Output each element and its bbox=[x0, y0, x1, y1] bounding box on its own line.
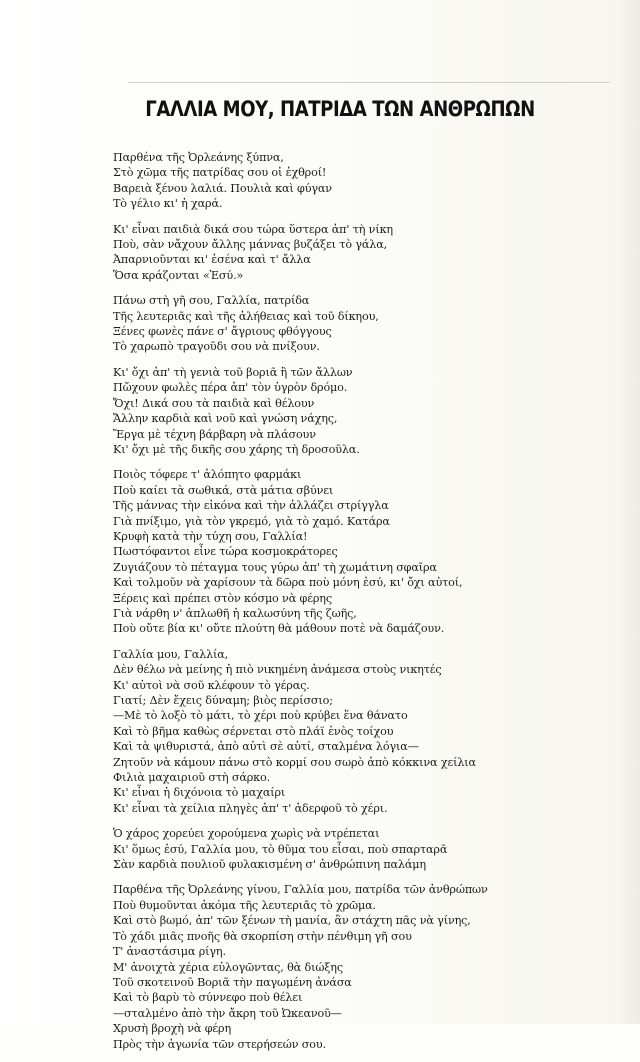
poem-line: Ζητοῦν νὰ κάμουν πάνω στὸ κορμί σου σωρὸ ἀπὸ κόκκινα χείλια bbox=[113, 755, 476, 769]
poem-line: Μ' ἀνοιχτὰ χέρια εὐλογῶντας, θὰ διώξης bbox=[113, 960, 343, 974]
poem-line: Κι' ὄχι μὲ τῆς δικῆς σου χάρης τὴ δροσοῦλα. bbox=[113, 442, 360, 456]
stanza bbox=[113, 222, 633, 284]
poem-line: Ποὺ θυμοῦνται ἀκόμα τῆς λευτεριᾶς τὸ χρῶμα. bbox=[113, 898, 376, 912]
poem-body bbox=[113, 150, 633, 1062]
poem-line: Σὰν καρδιὰ πουλιοῦ φυλακισμένη σ' ἀνθρώπινη παλάμη bbox=[113, 858, 426, 872]
poem-line: Ὄχι! Δικά σου τὰ παιδιὰ καὶ θέλουν bbox=[113, 396, 315, 410]
stanza bbox=[113, 647, 633, 816]
poem-line: Ποὺ οὔτε βία κι' οὔτε πλούτη θὰ μάθουν ποτὲ νὰ δαμάζουν. bbox=[113, 622, 445, 636]
poem-line: Κι' ὄχι ἀπ' τὴ γενιὰ τοῦ βοριᾶ ἢ τῶν ἄλλων bbox=[113, 365, 353, 379]
poem-line: Κρυφὴ κατὰ τὴν τύχη σου, Γαλλία! bbox=[113, 529, 308, 543]
stanza bbox=[113, 826, 633, 872]
poem-line: Κι' εἶναι παιδιὰ δικά σου τώρα ὕστερα ἀπ' τὴ νίκη bbox=[113, 222, 393, 236]
poem-line: Γιατί; Δὲν ἔχεις δύναμη; βιὸς περίσσιο; bbox=[113, 694, 333, 707]
poem-line: Κι' ὅμως ἐσύ, Γαλλία μου, τὸ θῦμα του εἶσαι, ποὺ σπαρταρᾶ bbox=[113, 842, 448, 856]
poem-line: Ποὺ καίει τὰ σωθικά, στὰ μάτια σβύνει bbox=[113, 483, 334, 497]
poem-line: —Μὲ τὸ λοξὸ τὸ μάτι, τὸ χέρι ποὺ κρύβει ἕνα θάνατο bbox=[113, 709, 408, 723]
poem-line: Ἀπαρνιοῦνται κι' ἐσένα καὶ τ' ἄλλα bbox=[113, 253, 311, 267]
poem-line: Καὶ τολμοῦν νὰ χαρίσουν τὰ δῶρα ποὺ μόνη ἐσύ, κι' ὄχι αὐτοί, bbox=[113, 576, 463, 590]
poem-line: Πὤχουν φωλὲς πέρα ἀπ' τὸν ὑγρὸν δρόμο. bbox=[113, 381, 348, 395]
poem-line: Ποιὸς τόφερε τ' ἀλόπητο φαρμάκι bbox=[113, 468, 302, 482]
poem-line: Ξένες φωνὲς πάνε σ' ἄγριους φθόγγους bbox=[113, 325, 332, 339]
poem-line: Ἄλλην καρδιὰ καὶ νοῦ καὶ γνώση νάχης, bbox=[113, 412, 338, 426]
poem-line: Παρθένα τῆς Ὀρλεάνης ξύπνα, bbox=[113, 151, 284, 164]
poem-line: Κι' εἶναι ἡ διχόνοια τὸ μαχαίρι bbox=[113, 786, 286, 800]
poem-line: Γιὰ πνίξιμο, γιὰ τὸν γκρεμό, γιὰ τὸ χαμό. Κατάρα bbox=[113, 514, 390, 528]
stanza bbox=[113, 293, 633, 355]
poem-line: Ζυγιάζουν τὸ πέταγμα τους γύρω ἀπ' τὴ χωμάτινη σφαῖρα bbox=[113, 560, 437, 574]
stanza bbox=[113, 467, 633, 636]
poem-line: Κι' αὐτοὶ νὰ σοῦ κλέφουν τὸ γέρας. bbox=[113, 678, 310, 692]
poem-line: Ξέρεις καὶ πρέπει στὸν κόσμο νὰ φέρης bbox=[113, 591, 332, 605]
poem-line: Πρὸς τὴν ἀγωνία τῶν στερήσεών σου. bbox=[113, 1037, 326, 1051]
stanza bbox=[113, 150, 633, 212]
poem-line: Βαρειὰ ξένου λαλιά. Πουλιὰ καὶ φύγαν bbox=[113, 181, 332, 195]
poem-line: Πάνω στὴ γῆ σου, Γαλλία, πατρίδα bbox=[113, 294, 310, 308]
top-rule bbox=[128, 82, 610, 83]
poem-line: Γιὰ νάρθη ν' ἁπλωθῆ ἡ καλωσύνη τῆς ζωῆς, bbox=[113, 606, 357, 620]
poem-line: Καὶ τὸ βῆμα καθὼς σέρνεται στὸ πλάϊ ἑνὸς τοίχου bbox=[113, 724, 394, 738]
poem-line: Τοῦ σκοτεινοῦ Βοριᾶ τὴν παγωμένη ἀνάσα bbox=[113, 975, 352, 989]
poem-line: Τὸ χάδι μιᾶς πνοῆς θὰ σκορπίση στὴν πένθιμη γῆ σου bbox=[113, 929, 412, 943]
poem-title: ΓΑΛΛΙΑ ΜΟΥ, ΠΑΤΡΙΔΑ ΤΩΝ ΑΝΘΡΩΠΩΝ bbox=[145, 97, 535, 121]
poem-line: Δὲν θέλω νὰ μείνης ἡ πιὸ νικημένη ἀνάμεσα στοὺς νικητές bbox=[113, 663, 442, 677]
poem-line: Ἔργα μὲ τέχνη βάρβαρη νὰ πλάσουν bbox=[113, 427, 316, 441]
poem-line: Τῆς μάννας τὴν εἰκόνα καὶ τὴν ἀλλάζει στρίγγλα bbox=[113, 499, 389, 513]
poem-line: Γαλλία μου, Γαλλία, bbox=[113, 647, 229, 661]
poem-line: Παρθένα τῆς Ὀρλεάνης γίνου, Γαλλία μου, πατρίδα τῶν ἀνθρώπων bbox=[113, 883, 488, 897]
poem-line: Ὅσα κράζονται «Ἐσύ.» bbox=[113, 268, 244, 282]
poem-line: Καὶ τὰ ψιθυριστά, ἀπὸ αὐτὶ σὲ αὐτί, σταλμένα λόγια— bbox=[113, 740, 419, 754]
poem-line: Τ' ἀναστάσιμα ρίγη. bbox=[113, 945, 226, 959]
poem-line: Τὸ γέλιο κι' ἡ χαρά. bbox=[113, 197, 223, 211]
poem-line: —σταλμένο ἀπὸ τὴν ἄκρη τοῦ Ὠκεανοῦ— bbox=[113, 1006, 342, 1020]
poem-line: Πωστόφαντοι εἶνε τώρα κοσμοκράτορες bbox=[113, 545, 338, 559]
poem-line: Τῆς λευτεριᾶς καὶ τῆς ἀλήθειας καὶ τοῦ δίκηου, bbox=[113, 309, 379, 323]
poem-line: Ὁ χάρος χορεύει χορούμενα χωρὶς νὰ ντρέπεται bbox=[113, 827, 380, 841]
poem-line: Χρυσὴ βροχὴ νὰ φέρη bbox=[113, 1022, 232, 1036]
poem-line: Κι' εἶναι τὰ χείλια πληγὲς ἀπ' τ' ἀδερφοῦ τὸ χέρι. bbox=[113, 801, 388, 815]
page-edge-shade bbox=[618, 0, 640, 1024]
poem-line: Στὸ χῶμα τῆς πατρίδας σου οἱ ἐχθροί! bbox=[113, 166, 327, 180]
poem-line: Καὶ στὸ βωμό, ἀπ' τῶν ξένων τὴ μανία, ἂν στάχτη πᾶς νὰ γίνης, bbox=[113, 914, 471, 928]
poem-line: Καὶ τὸ βαρὺ τὸ σύννεφο ποὺ θέλει bbox=[113, 991, 303, 1005]
poem-line: Ποὺ, σὰν νἄχουν ἄλλης μάννας βυζάξει τὸ γάλα, bbox=[113, 238, 388, 252]
stanza bbox=[113, 365, 633, 457]
stanza bbox=[113, 882, 633, 1051]
poem-line: Φιλιὰ μαχαιριοῦ στὴ σάρκο. bbox=[113, 771, 270, 785]
poem-line: Τὸ χαρωπὸ τραγοῦδι σου νὰ πνίξουν. bbox=[113, 340, 320, 354]
